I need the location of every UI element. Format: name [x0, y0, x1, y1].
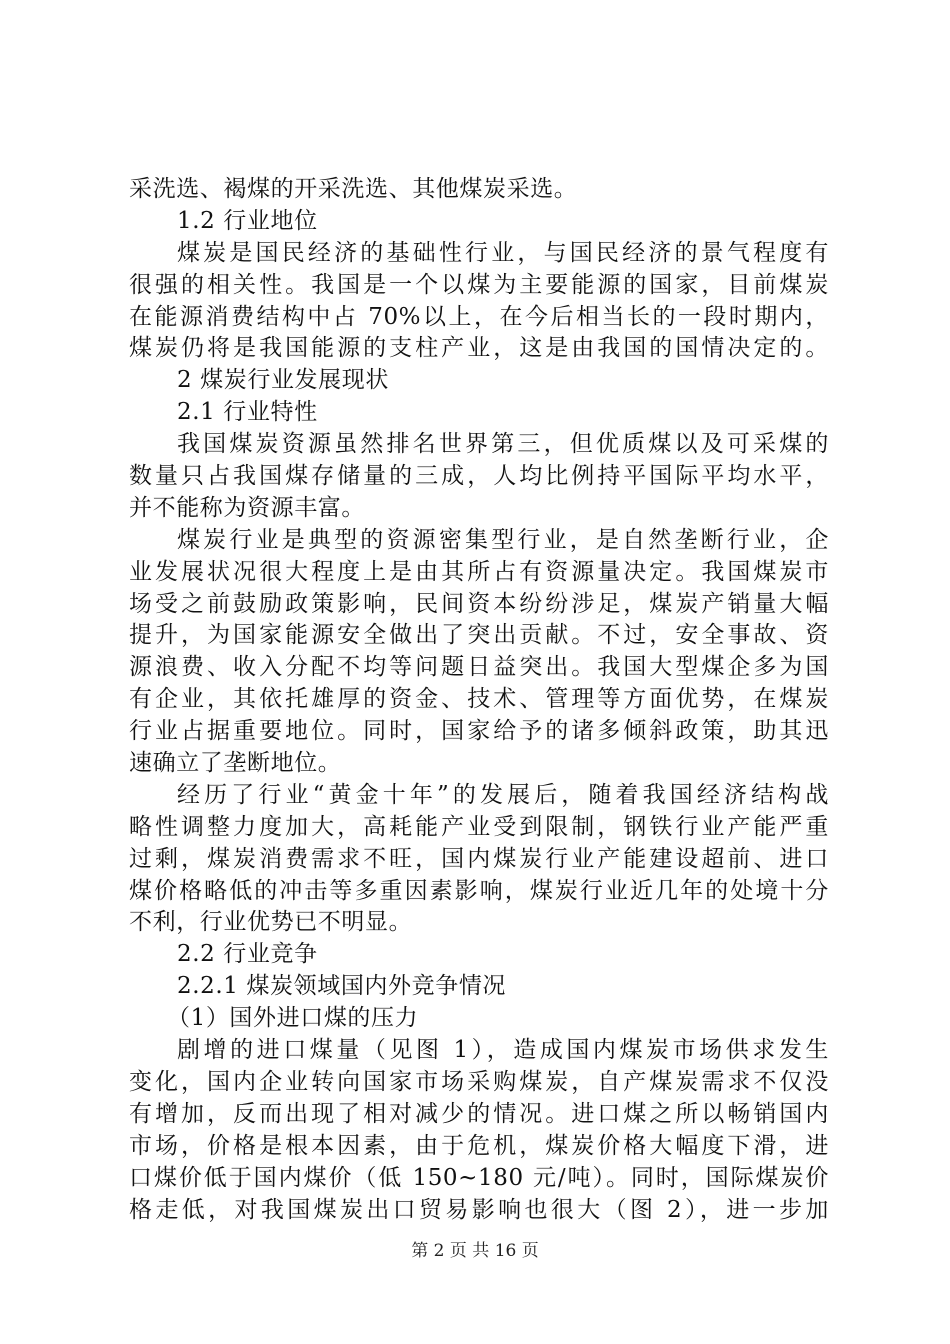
paragraph-line: 经历了行业“黄金十年”的发展后，随着我国经济结构战	[177, 781, 829, 808]
paragraph-line: 有增加，反而出现了相对减少的情况。进口煤之所以畅销国内	[129, 1100, 829, 1127]
paragraph-line: 数量只占我国煤存储量的三成，人均比例持平国际平均水平，	[129, 463, 829, 490]
section-heading: 2.2.1 煤炭领域国内外竞争情况	[177, 973, 507, 1000]
paragraph-line: 速确立了垄断地位。	[129, 750, 342, 777]
document-body	[129, 174, 829, 1226]
paragraph-line: 变化，国内企业转向国家市场采购煤炭，自产煤炭需求不仅没	[129, 1068, 829, 1095]
paragraph-line: 源浪费、收入分配不均等问题日益突出。我国大型煤企多为国	[129, 654, 829, 681]
paragraph-line: 煤价格略低的冲击等多重因素影响，煤炭行业近几年的处境十分	[129, 877, 829, 904]
paragraph-line: 剧增的进口煤量（见图 1），造成国内煤炭市场供求发生	[177, 1037, 829, 1064]
paragraph-line: 煤炭是国民经济的基础性行业，与国民经济的景气程度有	[177, 239, 829, 266]
section-heading: 1.2 行业地位	[177, 207, 318, 234]
section-heading: 2.2 行业竞争	[177, 941, 318, 968]
paragraph-line: 过剩，煤炭消费需求不旺，国内煤炭行业产能建设超前、进口	[129, 845, 829, 872]
paragraph-line: 并不能称为资源丰富。	[129, 494, 365, 521]
paragraph-line: 场受之前鼓励政策影响，民间资本纷纷涉足，煤炭产销量大幅	[129, 590, 829, 617]
paragraph-line: 不利，行业优势已不明显。	[129, 909, 413, 936]
paragraph-line: 市场，价格是根本因素，由于危机，煤炭价格大幅度下滑，进	[129, 1132, 829, 1159]
section-heading: （1）国外进口煤的压力	[167, 1005, 419, 1032]
paragraph-line: 煤炭行业是典型的资源密集型行业，是自然垄断行业，企	[177, 526, 829, 553]
paragraph-line: 我国煤炭资源虽然排名世界第三，但优质煤以及可采煤的	[177, 431, 829, 458]
paragraph-line: 行业占据重要地位。同时，国家给予的诸多倾斜政策，助其迅	[129, 718, 829, 745]
text-line: 采洗选、褐煤的开采洗选、其他煤炭采选。	[129, 176, 578, 202]
paragraph-line: 口煤价低于国内煤价（低 150~180 元/吨）。同时，国际煤炭价	[129, 1164, 829, 1191]
paragraph-line: 略性调整力度加大，高耗能产业受到限制，钢铁行业产能严重	[129, 813, 829, 840]
paragraph-line: 在能源消费结构中占 70%以上，在今后相当长的一段时期内，	[129, 303, 829, 330]
paragraph-line: 提升，为国家能源安全做出了突出贡献。不过，安全事故、资	[129, 622, 829, 649]
section-heading: 2.1 行业特性	[177, 399, 318, 426]
section-heading: 2 煤炭行业发展现状	[177, 367, 389, 394]
paragraph-line: 有企业，其依托雄厚的资金、技术、管理等方面优势，在煤炭	[129, 686, 829, 713]
paragraph-line: 煤炭仍将是我国能源的支柱产业，这是由我国的国情决定的。	[129, 335, 829, 362]
paragraph-line: 很强的相关性。我国是一个以煤为主要能源的国家，目前煤炭	[129, 271, 829, 298]
page-number-footer: 第 2 页 共 16 页	[411, 1241, 539, 1261]
paragraph-line: 业发展状况很大程度上是由其所占有资源量决定。我国煤炭市	[129, 558, 829, 585]
paragraph-line: 格走低，对我国煤炭出口贸易影响也很大（图 2），进一步加	[129, 1196, 829, 1223]
